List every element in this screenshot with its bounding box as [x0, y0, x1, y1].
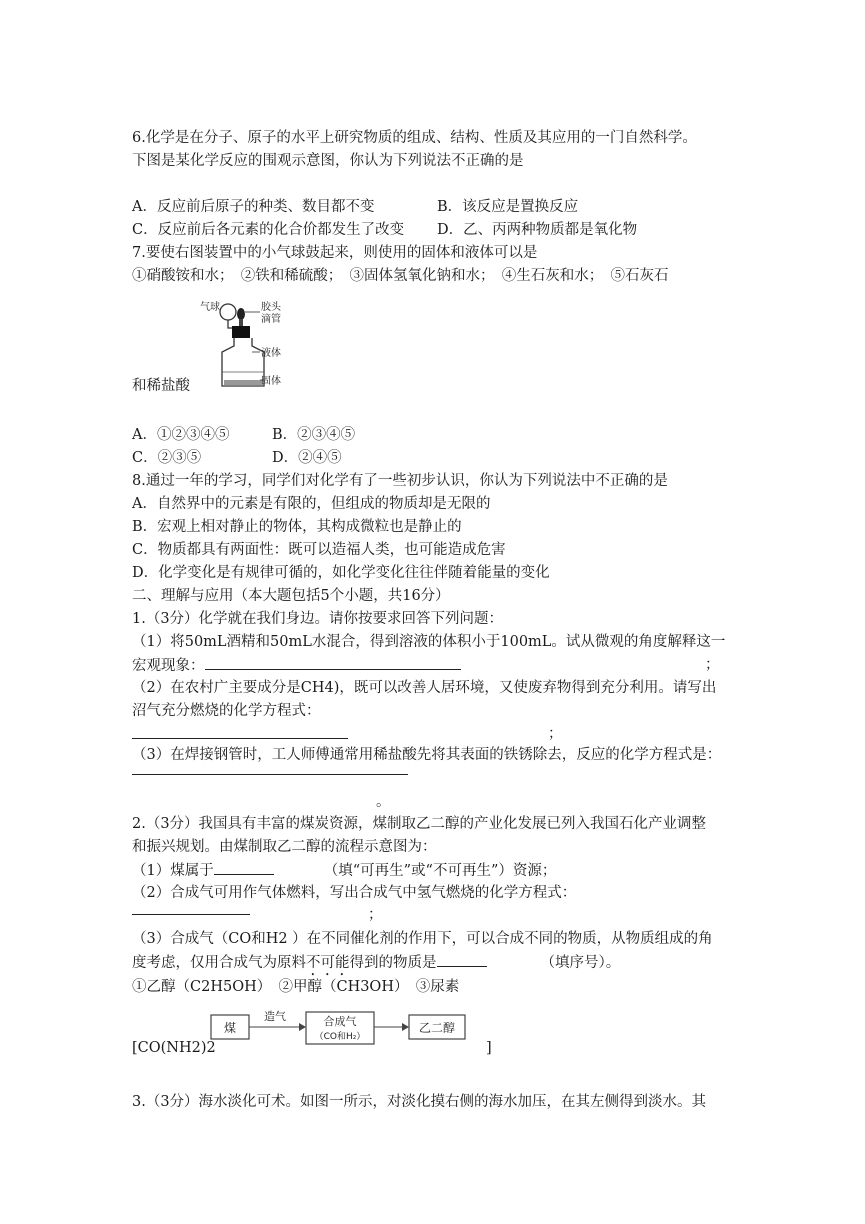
balloon-apparatus-figure [198, 300, 298, 392]
q8-option-c: C．物质都具有两面性：既可以造福人类，也可能造成危害 [132, 542, 506, 558]
s1-part3-answer-blank[interactable] [132, 760, 408, 781]
fig-label-dropper-2: 滴管 [261, 314, 281, 325]
q8-option-d: D．化学变化是有规律可循的，如化学变化往往伴随着能量的变化 [132, 565, 550, 581]
s2-part3-line1: （3）合成气（CO和H2 ）在不同催化剂的作用下，可以合成不同的物质，从物质组成的角 [132, 931, 713, 947]
s2-part1-label: （1）煤属于 [132, 863, 214, 879]
s2-part3-emphasis: 不可能 [306, 955, 350, 971]
s1-part3-line1: （3）在焊接钢管时，工人师傅通常用稀盐酸先将其表面的铁锈除去，反应的化学方程式是： [132, 747, 722, 763]
s2-part3-hint: （填序号）。 [540, 955, 621, 971]
s1-head: 1.（3分）化学就在我们身边。请你按要求回答下列问题： [132, 611, 504, 627]
q7-stem-line3: 和稀盐酸 [132, 378, 190, 394]
flow-label-syngas-sub: （CO和H₂） [314, 1032, 366, 1042]
balloon-shape [220, 304, 236, 320]
arrow-right-icon [402, 1023, 409, 1031]
s3-head: 3.（3分）海水淡化可术。如图一所示，对淡化摸右侧的海水加压，在其左侧得到淡水。其 [132, 1094, 707, 1110]
flow-label-gasify: 造气 [264, 1010, 286, 1023]
q6-option-c: C．反应前后各元素的化合价都发生了改变 [132, 222, 405, 238]
s1-part2-line2: 沼气充分燃烧的化学方程式： [132, 703, 321, 719]
fig-label-dropper-1: 胶头 [261, 302, 281, 313]
q7-option-b: B．②③④⑤ [272, 427, 356, 443]
flow-label-coal: 煤 [223, 1021, 237, 1035]
s2-part3-line2 [132, 952, 620, 979]
q8-stem: 8.通过一年的学习，同学们对化学有了一些初步认识，你认为下列说法中不正确的是 [132, 473, 668, 489]
fig-label-balloon-1: 气球 [200, 302, 220, 313]
arrow-right-icon [299, 1023, 306, 1031]
s1-part1-answer-blank[interactable] [205, 655, 461, 670]
q7-option-a: A．①②③④⑤ [132, 427, 230, 443]
flow-label-glycol: 乙二醇 [418, 1021, 456, 1035]
coal-to-glycol-flow-diagram [205, 1010, 475, 1052]
s2-head-line1: 2.（3分）我国具有丰富的煤炭资源，煤制取乙二醇的产业化发展已列入我国石化产业调整 [132, 816, 707, 832]
s2-part1-answer-blank[interactable] [214, 860, 274, 875]
flow-label-syngas: 合成气 [323, 1015, 357, 1028]
s1-part2-semicolon: ； [548, 726, 563, 742]
s2-part2-semicolon: ； [368, 907, 383, 923]
q8-option-b: B．宏观上相对静止的物体，其构成微粒也是静止的 [132, 519, 462, 535]
q8-option-a: A．自然界中的元素是有限的，但组成的物质却是无限的 [132, 496, 491, 512]
s2-choices: ①乙醇（C2H5OH） ②甲醇（CH3OH） ③尿素 [132, 979, 460, 995]
s2-part1 [132, 860, 556, 881]
s1-part3-period: 。 [376, 794, 391, 810]
s1-part1-line2 [132, 655, 461, 676]
s1-part2-line1: （2）在农村广主要成分是CH4)，既可以改善人居环境，又使废弃物得到充分利用。请写出 [132, 680, 717, 696]
s2-part3-text-2: 得到的物质是 [349, 955, 437, 971]
bottle-shape [222, 338, 264, 386]
s2-closing-bracket: ] [486, 1040, 492, 1056]
q6-stem-line2: 下图是某化学反应的围观示意图，你认为下列说法不正确的是 [132, 153, 524, 169]
s1-part1-semicolon: ； [705, 657, 720, 673]
q7-option-d: D．②④⑤ [272, 450, 342, 466]
s2-urea-formula: [CO(NH2)2 [132, 1040, 216, 1056]
s1-part1-line1: （1）将50mL酒精和50mL水混合，得到溶液的体积小于100mL。试从微观的角度解释这一 [132, 634, 726, 650]
s2-part2-answer-blank[interactable] [132, 900, 250, 921]
q6-option-a: A．反应前后原子的种类、数目都不变 [132, 199, 375, 215]
dropper-bulb [237, 308, 245, 320]
s1-part2-answer-blank[interactable] [132, 724, 348, 745]
fig-label-solid: 固体 [261, 376, 281, 387]
s2-part3-answer-blank[interactable] [437, 952, 487, 967]
s2-head-line2: 和振兴规划。由煤制取乙二醇的流程示意图为： [132, 839, 437, 855]
q6-option-b: B．该反应是置换反应 [437, 199, 579, 215]
q6-option-d: D．乙、丙两种物质都是氧化物 [437, 222, 638, 238]
section2-title: 二、理解与应用（本大题包括5个小题，共16分） [132, 588, 450, 604]
s2-part2: （2）合成气可用作气体燃料，写出合成气中氢气燃烧的化学方程式： [132, 885, 577, 901]
s2-part3-text-1: 度考虑，仅用合成气为原料 [132, 955, 306, 971]
q7-stem-line2: ①硝酸铵和水； ②铁和稀硫酸； ③固体氢氧化钠和水； ④生石灰和水； ⑤石灰石 [132, 268, 669, 284]
q7-stem-line1: 7.要使右图装置中的小气球鼓起来，则使用的固体和液体可以是 [132, 245, 538, 261]
s1-part1-label: 宏观现象： [132, 658, 205, 674]
q6-stem-line1: 6.化学是在分子、原子的水平上研究物质的组成、结构、性质及其应用的一门自然科学。 [132, 130, 697, 146]
q7-option-c: C．②③⑤ [132, 450, 202, 466]
fig-label-liquid: 液体 [261, 348, 281, 359]
s2-part1-hint: （填“可再生”或“不可再生”）资源； [323, 863, 557, 879]
